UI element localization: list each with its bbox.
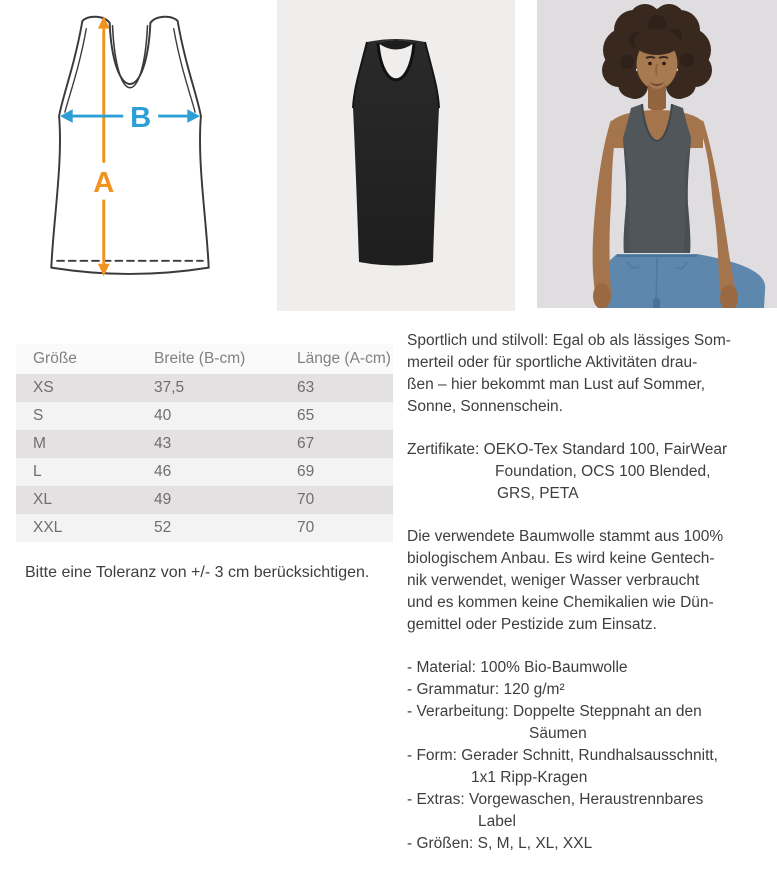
table-cell: 37,5 [154,379,185,396]
table-cell: 70 [297,491,315,508]
table-row [16,514,393,542]
product-photo-model-svg [537,0,777,311]
size-diagram-svg [28,6,232,300]
photo-bottom-margin [537,308,777,311]
description-line: - Form: Gerader Schnitt, Rundhalsausschnitt, [407,747,718,764]
description-line: Sonne, Sonnenschein. [407,398,563,415]
description-line: und es kommen keine Chemikalien wie Dün- [407,594,714,611]
model-hand-left [593,283,611,309]
description-line: Sportlich und stilvoll: Egal ob als lässiges Som- [407,332,731,349]
table-cell: L [33,463,42,480]
size-table-body [16,374,393,542]
table-cell: 65 [297,407,315,424]
description-line: Label [478,813,516,830]
description-line: merteil oder für sportliche Aktivitäten drau- [407,354,698,371]
table-cell: XL [33,491,52,508]
table-cell: 46 [154,463,172,480]
eyebrow-left [646,57,655,58]
description-line: 1x1 Ripp-Kragen [471,769,588,786]
size-table-header-row [16,344,393,374]
label-a: A [93,166,115,199]
description-paragraph [407,526,777,636]
table-cell: 40 [154,407,172,424]
table-cell: 52 [154,519,172,536]
description-line: - Größen: S, M, L, XL, XXL [407,835,593,852]
description-line: Zertifikate: OEKO-Tex Standard 100, FairWear [407,441,728,458]
table-cell: XS [33,379,54,396]
description-paragraph [407,439,777,505]
table-cell: S [33,407,44,424]
description-line: biologischem Anbau. Es wird keine Gentech- [407,550,715,567]
column-header: Länge (A-cm) [297,344,393,374]
table-cell: 70 [297,519,315,536]
label-b: B [130,101,152,134]
eye-right [662,62,666,66]
table-row [16,430,393,458]
table-cell: XXL [33,519,63,536]
table-cell: M [33,435,46,452]
table-cell: 49 [154,491,172,508]
description-line: gemittel oder Pestizide zum Einsatz. [407,616,657,633]
size-table [16,344,393,542]
description-line: Säumen [529,725,587,742]
description-line: - Extras: Vorgewaschen, Heraustrennbares [407,791,704,808]
table-row [16,486,393,514]
eye-left [648,62,652,66]
description-line: ßen – hier bekommt man Lust auf Sommer, [407,376,706,393]
table-cell: 63 [297,379,315,396]
model-hand-right [720,285,738,311]
jeans-leg-gap [653,298,660,309]
table-row [16,458,393,486]
product-photo-flat-svg [277,0,515,311]
hair-fringe [634,29,680,55]
description-line: Foundation, OCS 100 Blended, [495,463,711,480]
description-line: - Verarbeitung: Doppelte Steppnaht an den [407,703,702,720]
description-paragraph [407,657,777,855]
table-cell: 69 [297,463,315,480]
size-table-head [16,344,393,374]
description-line: Die verwendete Baumwolle stammt aus 100% [407,528,724,545]
description-paragraph [407,330,777,418]
size-diagram [28,6,232,300]
column-header: Größe [16,344,154,374]
eyebrow-right [659,57,668,58]
description-line: - Grammatur: 120 g/m² [407,681,565,698]
table-row [16,374,393,402]
table-cell: 43 [154,435,172,452]
description-line: nik verwendet, weniger Wasser verbraucht [407,572,700,589]
product-description [407,330,777,873]
table-row [16,402,393,430]
description-line: - Material: 100% Bio-Baumwolle [407,659,628,676]
table-cell: 67 [297,435,315,452]
tolerance-note: Bitte eine Toleranz von +/- 3 cm berücksichtigen. [25,564,370,581]
column-header: Breite (B-cm) [154,344,297,374]
product-photo-model[interactable] [537,0,777,311]
description-line: GRS, PETA [497,485,579,502]
product-photo-flat[interactable] [277,0,515,311]
